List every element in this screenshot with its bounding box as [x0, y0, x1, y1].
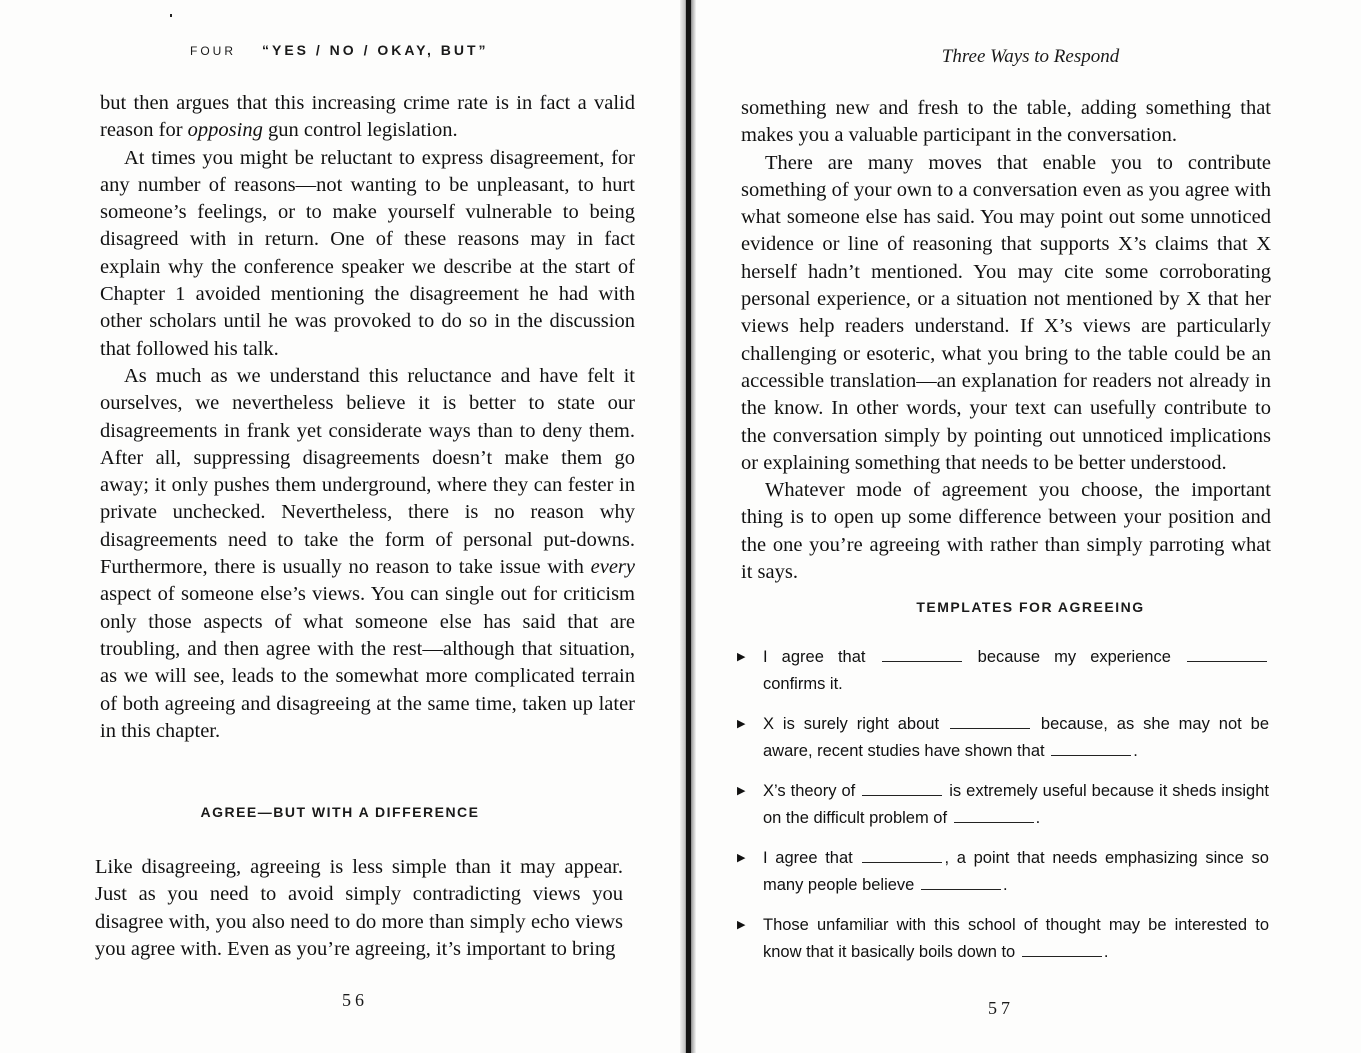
bullet-arrow-icon: ▶ — [737, 852, 746, 864]
templates-heading: TEMPLATES FOR AGREEING — [916, 599, 1145, 615]
blank-line — [954, 808, 1034, 823]
left-paragraph-3: As much as we understand this reluctance and have felt it ourselves, we nevertheless believe it is better to state our disagreements in frank yet considerate ways than to deny them. After all, suppressing disagreements doesn’t make them go away; it only pushes them underground, where they can fester in private unchecked. Nevertheless, there is no reason why disagreements need to take the form of personal put-downs. Furthermore, there is usually no reason to take issue with every aspect of someone else’s views. You can single out for criticism only those aspects of what someone else has said that are troubling, and then agree with the rest—although that situation, as we will see, leads to the somewhat more complicated terrain of both agreeing and disagreeing at the same time, taken up later in this chapter. — [100, 364, 635, 742]
bullet-arrow-icon: ▶ — [737, 785, 746, 797]
left-paragraph-2: At times you might be reluctant to express disagreement, for any number of reasons—not wanting to be unpleasant, to hurt someone’s feelings, or to make yourself vulnerable to being disagreed with in return. One of these reasons may in fact explain why the conference speaker we describe at the start of Chapter 1 avoided mentioning the disagreement he had with other scholars until he was provoked to do so in the discussion that followed his talk. — [100, 146, 635, 360]
template-item: ▶ I agree that because my experience confirms it. — [735, 644, 1269, 698]
left-section-text — [95, 854, 623, 963]
blank-line — [1187, 647, 1267, 662]
right-body-text — [741, 95, 1271, 586]
running-head-right: Three Ways to Respond — [941, 46, 1120, 67]
blank-line — [1051, 741, 1131, 756]
section-paragraph: Like disagreeing, agreeing is less simple than it may appear. Just as you need to avoid simply contradicting views you disagree with, you also need to do more than simply echo views you agree with. Even as you’re agreeing, it’s important to bring — [95, 856, 623, 960]
left-paragraph-1: but then argues that this increasing crime rate is in fact a valid reason for opposing gun control legislation. — [100, 92, 635, 142]
chapter-number: FOUR — [190, 44, 236, 58]
right-paragraph-3: Whatever mode of agreement you choose, the important thing is to open up some difference between your position and the one you’re agreeing with rather than simply parroting what it says. — [741, 479, 1271, 584]
chapter-title: “YES / NO / OKAY, BUT” — [262, 42, 489, 58]
template-item: ▶ X is surely right about because, as she may not be aware, recent studies have shown that . — [735, 711, 1269, 765]
book-gutter — [678, 0, 700, 1053]
bullet-arrow-icon: ▶ — [737, 919, 746, 931]
right-paragraph-2: There are many moves that enable you to contribute something of your own to a conversation even as you agree with what someone else has said. You may point out some unnoticed evidence or line of reasoning that supports X’s claims that X herself hadn’t mentioned. You may cite some corroborating personal experience, or a situation not mentioned by X that her views help readers understand. If X’s views are particularly challenging or esoteric, what you bring to the table could be an accessible translation—an explanation for readers not already in the know. In other words, your text can usefully contribute to the conversation simply by pointing out unnoticed implications or explaining something that needs to be better understood. — [741, 151, 1271, 474]
right-paragraph-1: something new and fresh to the table, adding something that makes you a valuable participant in the conversation. — [741, 97, 1271, 147]
template-item: ▶ X’s theory of is extremely useful because it sheds insight on the difficult problem of . — [735, 778, 1269, 832]
template-item: ▶ I agree that , a point that needs emphasizing since so many people believe . — [735, 845, 1269, 899]
bullet-arrow-icon: ▶ — [737, 651, 746, 663]
page-number-left: 56 — [342, 990, 368, 1010]
blank-line — [862, 781, 942, 796]
templates-list — [735, 644, 1269, 979]
blank-line — [950, 714, 1030, 729]
running-head-left — [190, 42, 489, 58]
left-body-text — [100, 90, 635, 745]
blank-line — [1022, 942, 1102, 957]
blank-line — [882, 647, 962, 662]
blank-line — [862, 848, 942, 863]
template-item: ▶ Those unfamiliar with this school of thought may be interested to know that it basically boils down to . — [735, 912, 1269, 966]
speck — [170, 14, 172, 17]
section-heading: AGREE—BUT WITH A DIFFERENCE — [200, 804, 480, 820]
page-number-right: 57 — [988, 998, 1014, 1018]
blank-line — [921, 875, 1001, 890]
bullet-arrow-icon: ▶ — [737, 718, 746, 730]
left-page — [0, 0, 678, 1053]
right-page — [700, 0, 1361, 1053]
